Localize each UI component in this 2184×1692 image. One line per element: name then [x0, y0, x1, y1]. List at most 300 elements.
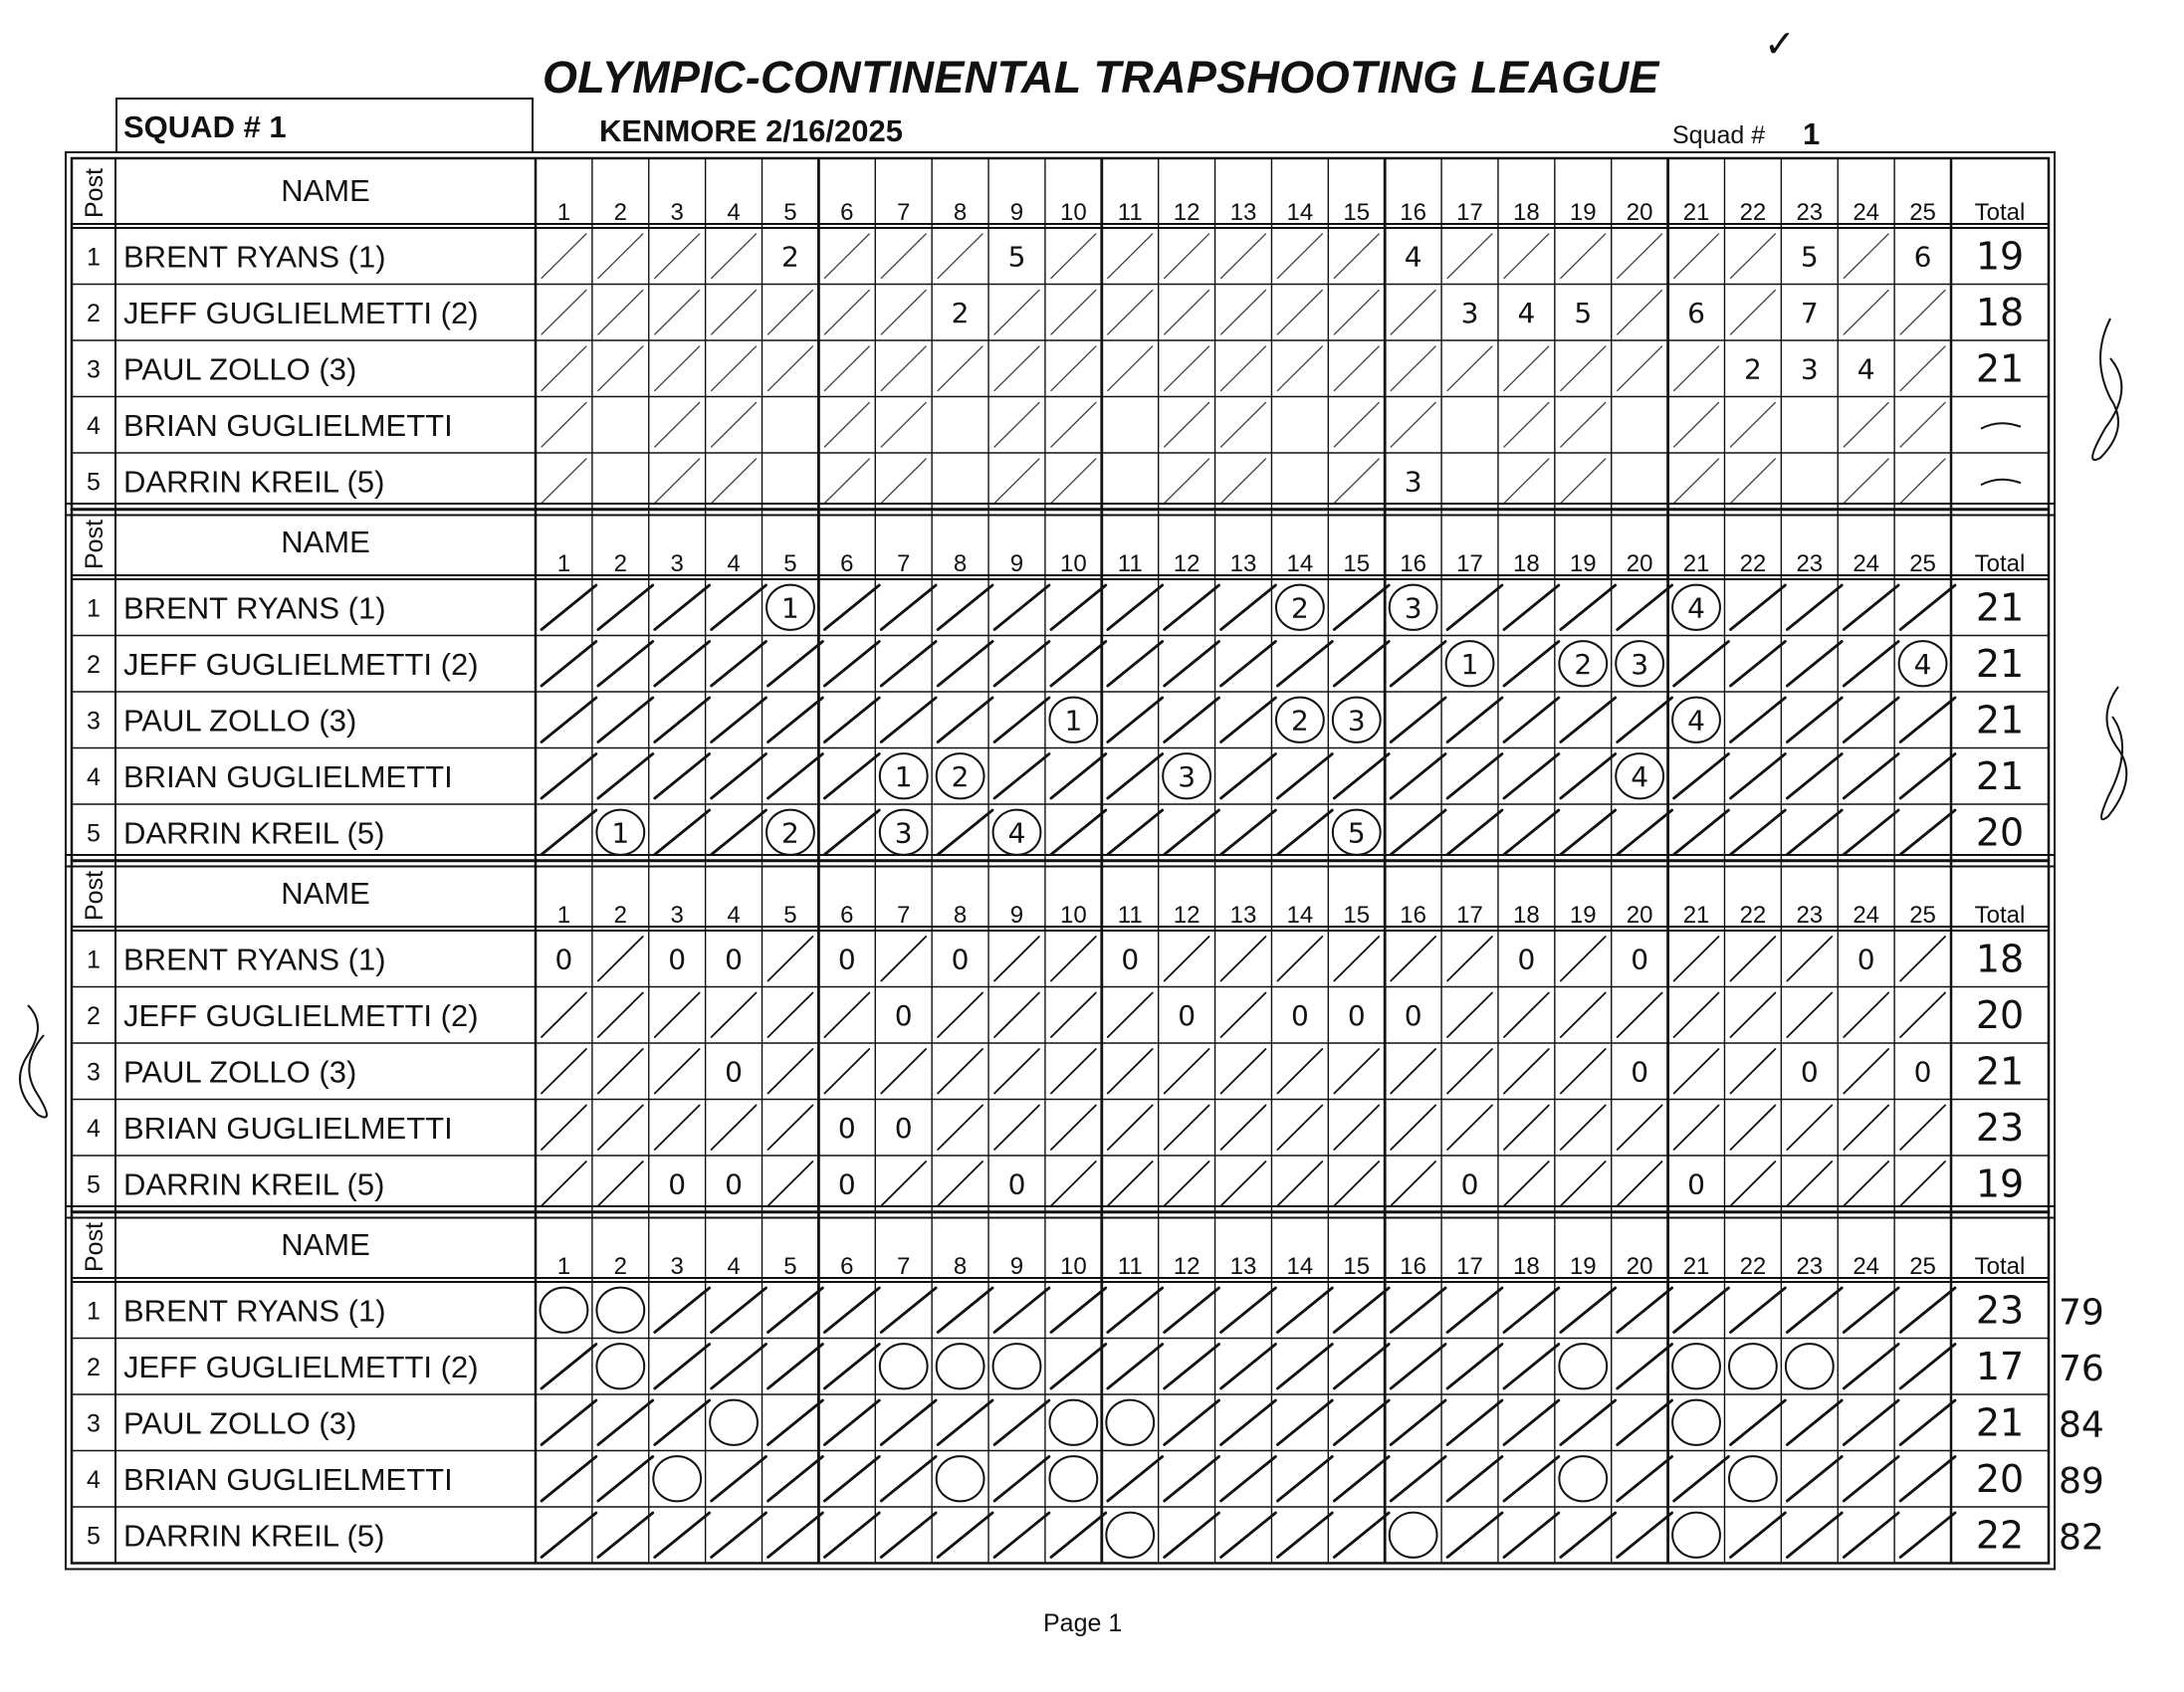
hit-slash	[881, 234, 926, 279]
hit-slash	[1221, 1162, 1266, 1206]
hit-slash	[1334, 1513, 1389, 1558]
hit-slash	[1900, 346, 1945, 391]
hit-slash	[938, 346, 983, 391]
hit-slash	[1108, 1457, 1163, 1502]
hit-slash	[1334, 1106, 1379, 1151]
hit-slash	[1900, 810, 1955, 855]
miss-mark: 3	[894, 816, 913, 850]
hit-slash	[1221, 1049, 1266, 1094]
hit-slash	[1561, 993, 1606, 1038]
post-number: 3	[87, 1409, 101, 1438]
miss-mark: 3	[1347, 704, 1366, 738]
hit-slash	[1165, 403, 1209, 448]
target-number: 14	[1286, 550, 1314, 577]
page-title: OLYMPIC-CONTINENTAL TRAPSHOOTING LEAGUE	[543, 52, 1659, 103]
hit-slash	[542, 698, 596, 742]
hit-slash	[1618, 1288, 1672, 1333]
hit-slash	[1504, 810, 1559, 855]
hit-slash	[938, 810, 992, 855]
target-number: 13	[1229, 1253, 1257, 1280]
miss-mark: 0	[1007, 1167, 1026, 1201]
hit-slash	[598, 585, 653, 630]
hit-slash	[1221, 585, 1276, 630]
target-number: 16	[1400, 199, 1426, 226]
round-total: 20	[1975, 992, 2025, 1037]
shooter-name: JEFF GUGLIELMETTI (2)	[123, 646, 479, 682]
hit-slash	[1730, 754, 1785, 799]
target-number: 1	[556, 1253, 571, 1280]
hit-slash	[598, 754, 653, 799]
hit-slash	[1504, 234, 1549, 279]
miss-mark: 0	[725, 943, 743, 976]
hit-slash	[1165, 810, 1219, 855]
hit-slash	[1221, 291, 1266, 335]
hit-slash	[768, 698, 823, 742]
hit-slash	[1674, 1049, 1719, 1094]
target-number: 21	[1682, 902, 1710, 929]
post-number: 2	[87, 1353, 101, 1381]
hit-slash	[655, 234, 700, 279]
miss-mark: 0	[1856, 943, 1875, 976]
target-number: 13	[1229, 550, 1257, 577]
hit-slash	[881, 459, 926, 504]
hit-slash	[768, 1513, 823, 1558]
target-number: 3	[670, 902, 684, 929]
hit-slash	[1561, 810, 1616, 855]
target-number: 15	[1343, 902, 1371, 929]
hit-slash	[1900, 459, 1945, 504]
shooter-name: JEFF GUGLIELMETTI (2)	[123, 1349, 479, 1384]
target-number: 24	[1853, 550, 1880, 577]
hit-slash	[1221, 937, 1266, 981]
miss-mark: 2	[1744, 352, 1762, 386]
miss-mark: 1	[611, 816, 630, 850]
hit-slash	[1447, 585, 1502, 630]
hit-slash	[655, 403, 700, 448]
miss-mark: 5	[1007, 240, 1026, 274]
hit-slash	[1051, 346, 1096, 391]
hit-slash	[768, 993, 813, 1038]
miss-mark: 3	[1460, 296, 1479, 329]
hit-slash	[1221, 642, 1276, 687]
hit-slash	[1787, 810, 1842, 855]
miss-mark: 2	[1290, 704, 1309, 738]
hit-slash	[881, 937, 926, 981]
hit-slash	[542, 585, 596, 630]
miss-mark: 0	[725, 1055, 743, 1089]
squad-number-label: Squad #	[1672, 121, 1766, 149]
hit-slash	[768, 346, 813, 391]
target-number: 17	[1456, 902, 1483, 929]
hit-slash	[655, 993, 700, 1038]
hit-slash	[1447, 1049, 1492, 1094]
post-number: 1	[87, 594, 101, 623]
target-number: 20	[1626, 902, 1653, 929]
target-number: 21	[1682, 550, 1710, 577]
target-number: 9	[1009, 902, 1024, 929]
hit-slash	[1504, 1288, 1559, 1333]
hit-slash	[1334, 1457, 1389, 1502]
target-number: 11	[1117, 902, 1143, 929]
target-number: 20	[1626, 199, 1653, 226]
miss-mark: 3	[1631, 647, 1649, 681]
target-number: 14	[1286, 1253, 1314, 1280]
miss-circle	[1672, 1400, 1720, 1445]
hit-slash	[598, 1400, 653, 1445]
target-number: 17	[1456, 550, 1483, 577]
hit-slash	[1447, 1457, 1502, 1502]
hit-slash	[542, 403, 586, 448]
hit-slash	[1277, 937, 1322, 981]
miss-mark: 2	[781, 816, 799, 850]
target-number: 15	[1343, 199, 1371, 226]
miss-circle	[1672, 1344, 1720, 1388]
target-number: 20	[1626, 550, 1653, 577]
hit-slash	[768, 642, 823, 687]
hit-slash	[1447, 937, 1492, 981]
hit-slash	[994, 403, 1039, 448]
round-total: 17	[1975, 1344, 2025, 1388]
hit-slash	[1900, 1162, 1945, 1206]
target-number: 20	[1626, 1253, 1653, 1280]
shooter-name: BRENT RYANS (1)	[123, 942, 386, 977]
hit-slash	[1108, 642, 1163, 687]
hit-slash	[1108, 1106, 1153, 1151]
round-total: 21	[1975, 753, 2025, 798]
hit-slash	[1674, 754, 1729, 799]
hit-slash	[712, 291, 757, 335]
hit-slash	[1334, 754, 1389, 799]
hit-slash	[542, 1513, 596, 1558]
hit-slash	[1051, 459, 1096, 504]
miss-mark: 0	[837, 1167, 856, 1201]
hit-slash	[1221, 1457, 1276, 1502]
hit-slash	[1391, 403, 1435, 448]
hit-slash	[655, 346, 700, 391]
hit-slash	[1165, 291, 1209, 335]
hit-slash	[1730, 993, 1775, 1038]
hit-slash	[542, 754, 596, 799]
hit-slash	[1277, 1513, 1332, 1558]
hit-slash	[542, 642, 596, 687]
hit-slash	[768, 1400, 823, 1445]
hit-slash	[1108, 585, 1163, 630]
target-number: 13	[1229, 902, 1257, 929]
hit-slash	[1277, 1345, 1332, 1389]
hit-slash	[712, 1106, 757, 1151]
target-number: 7	[897, 1253, 911, 1280]
hit-slash	[1051, 1345, 1106, 1389]
hit-slash	[542, 1106, 586, 1151]
squad-label: SQUAD # 1	[123, 109, 287, 144]
hit-slash	[994, 1106, 1039, 1151]
hit-slash	[1391, 1345, 1445, 1389]
hit-slash	[768, 1457, 823, 1502]
shooter-name: PAUL ZOLLO (3)	[123, 1405, 357, 1441]
hit-slash	[1900, 585, 1955, 630]
hit-slash	[1730, 1049, 1775, 1094]
post-number: 1	[87, 946, 101, 974]
hit-slash	[542, 346, 586, 391]
hit-slash	[1165, 1345, 1219, 1389]
hit-slash	[1391, 291, 1435, 335]
hit-slash	[1334, 1400, 1389, 1445]
target-number: 23	[1796, 550, 1824, 577]
hit-slash	[994, 1049, 1039, 1094]
hit-slash	[598, 1162, 643, 1206]
target-number: 19	[1569, 1253, 1597, 1280]
hit-slash	[712, 698, 766, 742]
post-number: 2	[87, 650, 101, 679]
hit-slash	[1221, 698, 1276, 742]
total-header: Total	[1974, 199, 2026, 226]
hit-slash	[938, 1400, 992, 1445]
hit-slash	[1334, 234, 1379, 279]
hit-slash	[824, 1345, 879, 1389]
hit-slash	[712, 754, 766, 799]
target-number: 2	[613, 199, 627, 226]
round-total: 20	[1975, 810, 2025, 855]
hit-slash	[712, 234, 757, 279]
target-number: 22	[1739, 902, 1767, 929]
hit-slash	[1561, 1106, 1606, 1151]
hit-slash	[1618, 993, 1662, 1038]
hit-slash	[1447, 993, 1492, 1038]
hit-slash	[1165, 1288, 1219, 1333]
target-number: 6	[840, 902, 854, 929]
hit-slash	[712, 346, 757, 391]
miss-mark: 4	[1687, 704, 1705, 738]
target-number: 9	[1009, 1253, 1024, 1280]
miss-mark: 2	[1574, 647, 1593, 681]
hit-slash	[938, 1106, 983, 1151]
hit-slash	[1844, 1288, 1898, 1333]
hit-slash	[938, 993, 983, 1038]
hit-slash	[1674, 403, 1719, 448]
hit-slash	[542, 234, 586, 279]
hit-slash	[598, 1106, 643, 1151]
target-number: 24	[1853, 199, 1880, 226]
hit-slash	[1165, 1400, 1219, 1445]
hit-slash	[1844, 754, 1898, 799]
hit-slash	[1277, 1106, 1322, 1151]
miss-circle	[710, 1400, 758, 1445]
hit-slash	[655, 1106, 700, 1151]
post-header: Post	[81, 519, 109, 570]
hit-slash	[1561, 1288, 1616, 1333]
round-total: 19	[1975, 1162, 2025, 1206]
target-number: 6	[840, 550, 854, 577]
hit-slash	[1165, 346, 1209, 391]
miss-mark: 4	[1687, 591, 1705, 625]
grand-total: 82	[2059, 1517, 2104, 1559]
miss-mark: 2	[951, 759, 970, 793]
target-number: 4	[727, 199, 741, 226]
target-number: 10	[1060, 902, 1087, 929]
hit-slash	[712, 1513, 766, 1558]
name-header: NAME	[281, 173, 370, 208]
shooter-name: BRENT RYANS (1)	[123, 1293, 386, 1329]
shooter-name: JEFF GUGLIELMETTI (2)	[123, 997, 479, 1033]
shooter-name: DARRIN KREIL (5)	[123, 1518, 385, 1554]
hit-slash	[1391, 1457, 1445, 1502]
hit-slash	[1618, 291, 1662, 335]
target-number: 15	[1343, 1253, 1371, 1280]
post-number: 5	[87, 819, 101, 848]
target-number: 18	[1513, 1253, 1540, 1280]
hit-slash	[1504, 1106, 1549, 1151]
hit-slash	[1787, 1513, 1842, 1558]
target-number: 25	[1909, 199, 1936, 226]
hit-slash	[655, 459, 700, 504]
hit-slash	[881, 403, 926, 448]
hit-slash	[1391, 1288, 1445, 1333]
hit-slash	[1900, 754, 1955, 799]
target-number: 10	[1060, 1253, 1087, 1280]
hit-slash	[1900, 993, 1945, 1038]
hit-slash	[1051, 1288, 1106, 1333]
hit-slash	[1844, 403, 1888, 448]
hit-slash	[1447, 698, 1502, 742]
target-number: 1	[556, 550, 571, 577]
hit-slash	[1504, 698, 1559, 742]
hit-slash	[768, 1162, 813, 1206]
hit-slash	[1334, 585, 1389, 630]
shooter-name: JEFF GUGLIELMETTI (2)	[123, 295, 479, 330]
hit-slash	[655, 642, 710, 687]
hit-slash	[768, 937, 813, 981]
shooter-name: PAUL ZOLLO (3)	[123, 351, 357, 387]
target-number: 7	[897, 550, 911, 577]
hit-slash	[1221, 1513, 1276, 1558]
miss-circle	[596, 1344, 644, 1388]
total-header: Total	[1974, 902, 2026, 929]
illegible-total	[1981, 423, 2021, 429]
hit-slash	[1844, 291, 1888, 335]
shooter-name: BRIAN GUGLIELMETTI	[123, 1110, 453, 1146]
hit-slash	[1787, 585, 1842, 630]
hit-slash	[1674, 642, 1729, 687]
hit-slash	[1618, 346, 1662, 391]
round-total: 18	[1975, 937, 2025, 981]
post-number: 3	[87, 1058, 101, 1087]
miss-mark: 2	[951, 296, 970, 329]
miss-circle	[1049, 1400, 1097, 1445]
miss-mark: 2	[781, 240, 799, 274]
target-number: 25	[1909, 902, 1936, 929]
hit-slash	[1504, 754, 1559, 799]
target-number: 8	[953, 1253, 968, 1280]
round-total: 21	[1975, 641, 2025, 686]
round-total: 21	[1975, 585, 2025, 630]
hit-slash	[1391, 698, 1445, 742]
miss-mark: 0	[554, 943, 573, 976]
hit-slash	[1165, 459, 1209, 504]
hit-slash	[881, 1049, 926, 1094]
miss-mark: 0	[1631, 1055, 1649, 1089]
shooter-name: BRIAN GUGLIELMETTI	[123, 758, 453, 794]
hit-slash	[994, 937, 1039, 981]
hit-slash	[1844, 1162, 1888, 1206]
miss-mark: 1	[781, 591, 799, 625]
target-number: 16	[1400, 902, 1426, 929]
target-number: 9	[1009, 199, 1024, 226]
hit-slash	[1900, 291, 1945, 335]
round-total: 23	[1975, 1288, 2025, 1333]
miss-mark: 0	[1631, 943, 1649, 976]
hit-slash	[1051, 291, 1096, 335]
hit-slash	[1730, 1106, 1775, 1151]
round-total: 21	[1975, 1400, 2025, 1445]
hit-slash	[655, 291, 700, 335]
hit-slash	[994, 1288, 1049, 1333]
hit-slash	[655, 754, 710, 799]
target-number: 18	[1513, 550, 1540, 577]
hit-slash	[598, 291, 643, 335]
hit-slash	[824, 1049, 869, 1094]
post-header: Post	[81, 870, 109, 922]
target-number: 12	[1173, 550, 1201, 577]
hit-slash	[1561, 1162, 1606, 1206]
miss-circle	[1729, 1344, 1777, 1388]
hit-slash	[768, 1288, 823, 1333]
hit-slash	[1221, 1400, 1276, 1445]
hit-slash	[1561, 234, 1606, 279]
post-number: 1	[87, 1297, 101, 1326]
miss-mark: 4	[1913, 647, 1932, 681]
miss-circle	[1106, 1400, 1154, 1445]
target-number: 14	[1286, 902, 1314, 929]
target-number: 5	[783, 902, 797, 929]
hit-slash	[1108, 1345, 1163, 1389]
miss-mark: 0	[1517, 943, 1536, 976]
post-number: 2	[87, 299, 101, 327]
hit-slash	[1787, 1162, 1832, 1206]
hit-slash	[994, 754, 1049, 799]
target-number: 2	[613, 550, 627, 577]
hit-slash	[881, 585, 936, 630]
miss-mark: 0	[1121, 943, 1140, 976]
hit-slash	[1108, 810, 1163, 855]
miss-mark: 4	[1631, 759, 1649, 793]
target-number: 10	[1060, 550, 1087, 577]
hit-slash	[1674, 937, 1719, 981]
hit-slash	[1277, 642, 1332, 687]
grand-total: 79	[2059, 1292, 2104, 1334]
target-number: 4	[727, 1253, 741, 1280]
hit-slash	[655, 1345, 710, 1389]
grand-total: 89	[2059, 1460, 2104, 1502]
hit-slash	[712, 585, 766, 630]
hit-slash	[1108, 291, 1153, 335]
hit-slash	[1165, 1513, 1219, 1558]
hit-slash	[1221, 1106, 1266, 1151]
target-number: 11	[1117, 550, 1143, 577]
hit-slash	[938, 1049, 983, 1094]
miss-mark: 4	[1007, 816, 1026, 850]
target-number: 22	[1739, 199, 1767, 226]
hit-slash	[994, 698, 1049, 742]
miss-mark: 0	[1913, 1055, 1932, 1089]
target-number: 19	[1569, 902, 1597, 929]
hit-slash	[824, 1288, 879, 1333]
hit-slash	[712, 810, 766, 855]
target-number: 3	[670, 550, 684, 577]
miss-mark: 0	[894, 1111, 913, 1145]
illegible-total	[1981, 480, 2021, 486]
post-number: 4	[87, 1465, 101, 1494]
hit-slash	[598, 346, 643, 391]
